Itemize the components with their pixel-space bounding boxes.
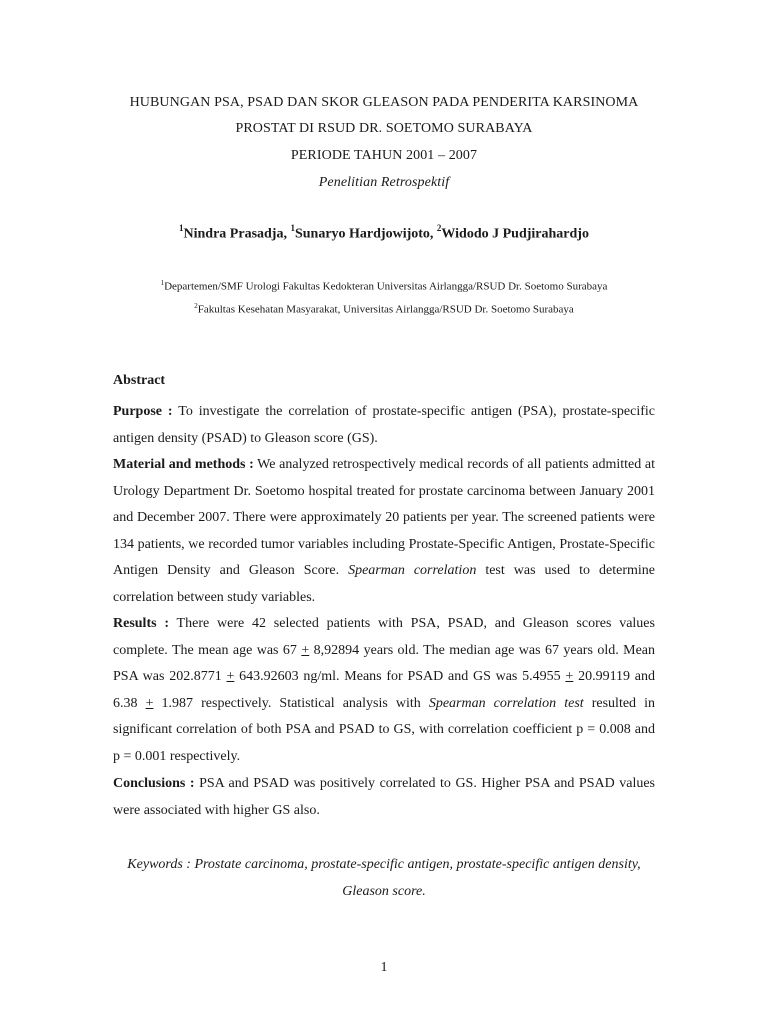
conclusions-label: Conclusions : (113, 776, 195, 791)
plus-minus-sign: + (226, 669, 235, 684)
keywords (120, 851, 648, 905)
results-text-5: 1.987 respectively. Statistical analysis with (153, 695, 429, 711)
affiliation-2 (0, 302, 768, 316)
conclusions-paragraph (113, 771, 655, 824)
results-text-4: 20.99119 and 6.38 (113, 669, 656, 711)
title-line-2: PROSTAT DI RSUD DR. SOETOMO SURABAYA (235, 121, 533, 136)
purpose-text: To investigate the correlation of prostate-specific antigen (PSA), prostate-specific antigen density (PSAD) to Gleason score (GS). (113, 404, 655, 446)
affiliation-2-text: Fakultas Kesehatan Masyarakat, Universitas Airlangga/RSUD Dr. Soetomo Surabaya (197, 303, 574, 316)
author-list (0, 224, 768, 243)
conclusions-text: PSA and PSAD was positively correlated to GS. Higher PSA and PSAD values were associated with higher GS also. (113, 776, 655, 818)
affiliation-2-mark: 2 (194, 302, 198, 310)
methods-italic-term: Spearman correlation (348, 563, 477, 578)
results-text-1: There were 42 selected patients with PSA, PSAD, and Gleason scores values complete. The mean age was 67 (113, 616, 655, 658)
results-label: Results : (113, 616, 170, 631)
author-1-affiliation-mark: 1 (179, 223, 184, 233)
purpose-label: Purpose : (113, 404, 173, 419)
results-text-2: 8,92894 years old. The median age was 67 years old. Mean PSA was 202.8771 (113, 642, 656, 684)
methods-paragraph (113, 452, 655, 611)
abstract-heading: Abstract (113, 373, 166, 388)
affiliation-1-text: Departemen/SMF Urologi Fakultas Kedokteran Universitas Airlangga/RSUD Dr. Soetomo Surabaya (164, 280, 608, 293)
methods-text: We analyzed retrospectively medical records of all patients admitted at Urology Department Dr. Soetomo hospital treated for prostate carcinoma between January 2001 and December 2007. There were approximately 20 patients per year. The screened patients were 134 patients, we recorded tumor variables including Prostate-Specific Antigen, Prostate-Specific Antigen Density and Gleason Score. (113, 457, 655, 578)
author-2-affiliation-mark: 1 (290, 223, 295, 233)
affiliation-1-mark: 1 (160, 279, 165, 287)
keywords-text: Prostate carcinoma, prostate-specific antigen, prostate-specific antigen density, Gleason score. (190, 857, 641, 899)
methods-text-end: test was used to determine correlation between study variables. (113, 563, 656, 605)
author-1-name: Nindra Prasadja, (183, 226, 287, 242)
author-2-name: Sunaryo Hardjowijoto, (294, 226, 434, 242)
page-number: 1 (380, 960, 388, 975)
plus-minus-sign: + (301, 642, 310, 658)
keywords-label: Keywords : (127, 857, 191, 872)
results-italic-term: Spearman correlation test (428, 695, 584, 711)
plus-minus-sign: + (565, 669, 574, 684)
results-paragraph (113, 611, 655, 770)
affiliation-1 (0, 279, 768, 293)
results-text-6: resulted in significant correlation of both PSA and PSAD to GS, with correlation coefficient p = 0.008 and p = 0.001 respectively. (113, 695, 655, 764)
methods-label: Material and methods : (113, 457, 254, 472)
author-3-name: Widodo J Pudjirahardjo (441, 226, 589, 242)
purpose-paragraph (113, 399, 655, 452)
results-text-3: 643.92603 ng/ml. Means for PSAD and GS was 5.4955 (234, 669, 561, 684)
author-3-affiliation-mark: 2 (436, 223, 442, 233)
title-line-3: PERIODE TAHUN 2001 – 2007 (290, 148, 478, 163)
plus-minus-sign: + (145, 695, 154, 711)
subtitle: Penelitian Retrospektif (318, 175, 450, 190)
title-line-1: HUBUNGAN PSA, PSAD DAN SKOR GLEASON PADA PENDERITA KARSINOMA (129, 95, 639, 110)
